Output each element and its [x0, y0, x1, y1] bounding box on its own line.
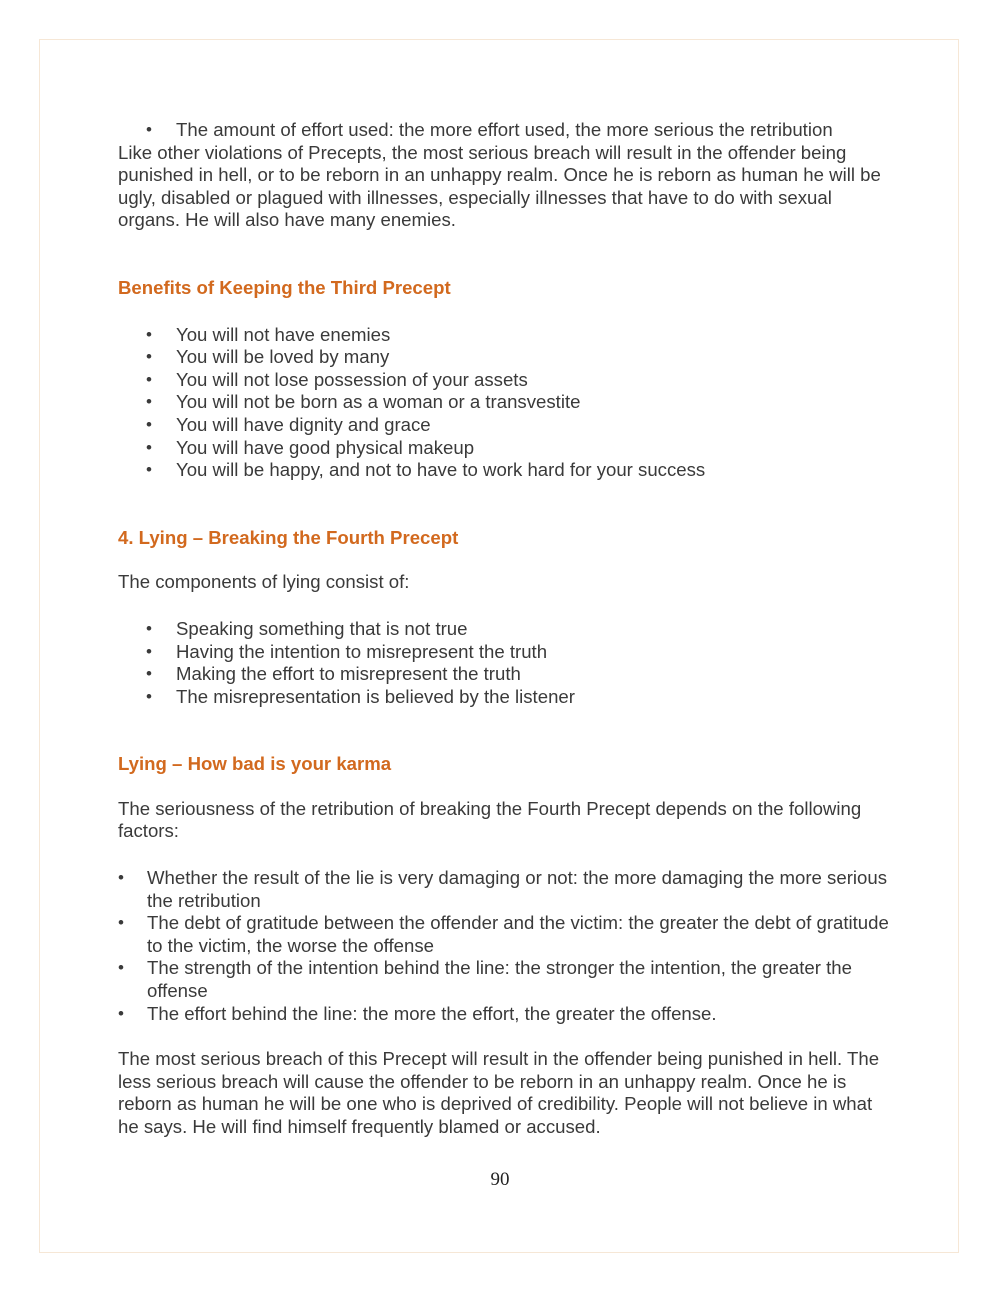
list-item-text: You will be happy, and not to have to work hard for your success: [176, 459, 706, 481]
bullet-icon: •: [118, 1003, 124, 1023]
bullet-icon: •: [118, 868, 124, 888]
list-item-text: You will not have enemies: [176, 323, 391, 345]
list-item: [118, 663, 893, 686]
page-number: 90: [490, 1169, 510, 1190]
list-item: [118, 867, 893, 912]
list-item-text: The effort behind the line: the more the effort, the greater the offense.: [147, 1002, 717, 1024]
benefits-heading: Benefits of Keeping the Third Precept: [118, 276, 451, 298]
lying-components-list: [118, 618, 893, 708]
list-item: [118, 414, 893, 437]
lying-intro: The components of lying consist of:: [118, 571, 410, 593]
list-item-text: You will have dignity and grace: [176, 413, 431, 435]
bullet-icon: •: [146, 369, 152, 389]
bullet-icon: •: [146, 460, 152, 480]
list-item-text: Making the effort to misrepresent the truth: [176, 663, 521, 685]
list-item-text: The debt of gratitude between the offender and the victim: the greater the debt of gratitude to the victim, the worse the offense: [147, 912, 889, 956]
list-item: [118, 912, 893, 957]
list-item-text: You will not be born as a woman or a transvestite: [176, 391, 581, 413]
intro-bullet-text: The amount of effort used: the more effort used, the more serious the retribution: [176, 119, 833, 140]
list-item: [118, 369, 893, 392]
intro-paragraph: Like other violations of Precepts, the most serious breach will result in the offender being punished in hell, or to be reborn in an unhappy realm. Once he is reborn as human he will be ugly, disabled or plagued with illnesses, especially illnesses that have to do with sexual organs. He will also have many enemies.: [118, 141, 881, 231]
list-item-text: You will not lose possession of your assets: [176, 368, 528, 390]
list-item: [118, 459, 893, 482]
list-item: [118, 437, 893, 460]
bullet-icon: •: [146, 324, 152, 344]
bullet-icon: •: [146, 641, 152, 661]
benefits-list: [118, 324, 893, 482]
bullet-icon: •: [146, 414, 152, 434]
list-item: [118, 686, 893, 709]
list-item-text: The strength of the intention behind the line: the stronger the intention, the greater the offense: [147, 957, 852, 1002]
karma-intro: The seriousness of the retribution of breaking the Fourth Precept depends on the following factors:: [118, 797, 862, 842]
karma-conclusion: The most serious breach of this Precept will result in the offender being punished in hell. The less serious breach will cause the offender to be reborn in an unhappy realm. Once he is reborn as human he will be one who is deprived of credibility. People will not believe in what he says. He will find himself frequently blamed or accused.: [118, 1048, 880, 1137]
list-item-text: The misrepresentation is believed by the listener: [176, 685, 575, 707]
list-item-text: You will have good physical makeup: [176, 436, 475, 458]
list-item: [118, 618, 893, 641]
bullet-icon: •: [146, 618, 152, 638]
bullet-icon: •: [146, 392, 152, 412]
list-item: [118, 641, 893, 664]
bullet-icon: •: [146, 120, 152, 139]
page-content: [118, 119, 893, 1139]
karma-factors-list: [118, 867, 893, 1025]
bullet-icon: •: [146, 437, 152, 457]
lying-heading: 4. Lying – Breaking the Fourth Precept: [118, 526, 459, 548]
list-item-text: Speaking something that is not true: [176, 617, 468, 639]
bullet-icon: •: [146, 664, 152, 684]
bullet-icon: •: [146, 686, 152, 706]
intro-bullet-item: [118, 119, 893, 142]
bullet-icon: •: [118, 958, 124, 978]
list-item-text: You will be loved by many: [176, 346, 390, 368]
karma-heading: Lying – How bad is your karma: [118, 753, 392, 775]
bullet-icon: •: [146, 347, 152, 367]
list-item-text: Having the intention to misrepresent the truth: [176, 640, 548, 662]
list-item: [118, 1003, 893, 1026]
list-item: [118, 324, 893, 347]
list-item: [118, 957, 893, 1002]
list-item-text: Whether the result of the lie is very damaging or not: the more damaging the more serious the retribution: [147, 867, 887, 911]
list-item: [118, 346, 893, 369]
list-item: [118, 391, 893, 414]
bullet-icon: •: [118, 913, 124, 933]
